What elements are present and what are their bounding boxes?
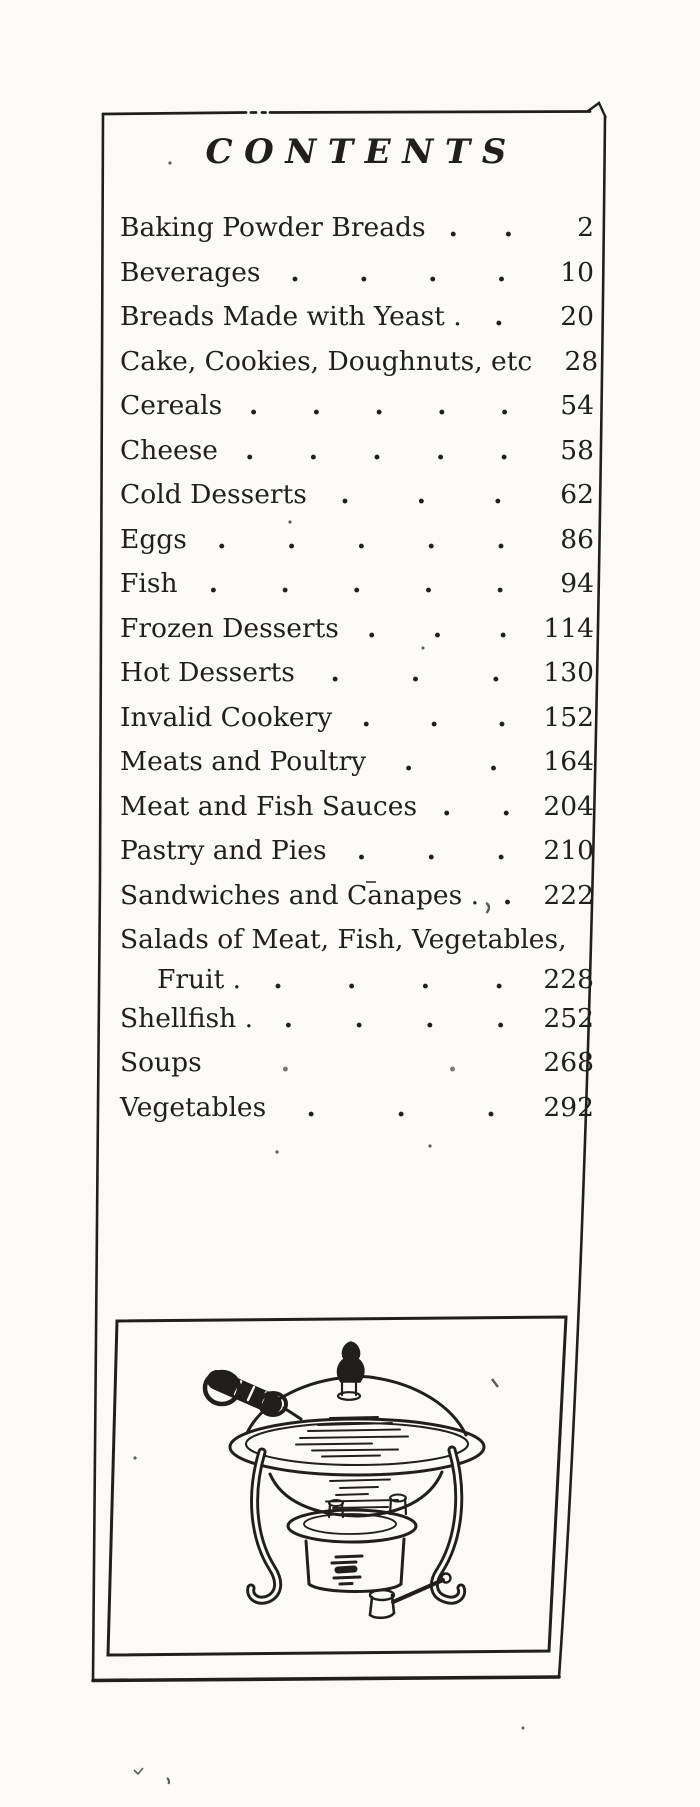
- leader-dot: .: [425, 1002, 435, 1034]
- toc-entry-title: Cheese: [120, 434, 218, 466]
- toc-entry-title: Sandwiches and Canapes .: [120, 879, 480, 911]
- toc-leader-dots: [202, 1041, 536, 1086]
- toc-row: [120, 384, 594, 429]
- leader-dot: .: [208, 568, 218, 599]
- toc-row: [120, 740, 594, 785]
- chafing-dish-illustration: [205, 1342, 484, 1618]
- toc-row: [120, 340, 599, 385]
- toc-page-number: 20: [560, 301, 594, 332]
- toc-entry-title: Soups: [120, 1047, 202, 1078]
- toc-leader-dots: [241, 963, 536, 997]
- toc-page-number: 114: [543, 612, 594, 644]
- toc-page-number: 222: [543, 879, 594, 911]
- leader-dot: .: [280, 1047, 290, 1078]
- toc-entry-title: Shellfish .: [120, 1002, 254, 1034]
- toc-leader-dots: [253, 997, 536, 1042]
- leader-dot: .: [423, 568, 434, 599]
- leader-dot: .: [437, 390, 447, 421]
- toc-leader-dots: [339, 607, 536, 652]
- illustration-frame: [108, 1317, 566, 1655]
- toc-row: [120, 696, 594, 741]
- toc-row: [120, 963, 594, 997]
- leader-dot: .: [420, 963, 430, 995]
- leader-dot: .: [245, 434, 255, 466]
- toc-entry-title: Beverages: [120, 256, 261, 288]
- leader-dot: .: [496, 835, 506, 866]
- leader-dot: .: [426, 523, 436, 555]
- leader-dot: .: [486, 1091, 496, 1123]
- toc-page-number: 292: [543, 1091, 594, 1123]
- toc-entry-title: Frozen Desserts: [120, 612, 339, 644]
- leader-dot: .: [367, 612, 377, 644]
- toc-leader-dots: [327, 829, 536, 874]
- toc-entry-title: Baking Powder Breads: [120, 212, 426, 243]
- corner-curl: [588, 103, 606, 117]
- toc-leader-dots: [462, 295, 536, 340]
- toc-leader-dots: [332, 696, 536, 741]
- toc-page-number: 94: [560, 568, 594, 599]
- wick-knob: [332, 1556, 362, 1584]
- toc-row: [120, 251, 594, 296]
- toc-page-number: 164: [543, 746, 594, 777]
- leader-dot: .: [416, 479, 427, 510]
- leader-dot: .: [495, 568, 505, 599]
- toc-leader-dots: [266, 1086, 536, 1131]
- leader-dot: .: [340, 479, 350, 510]
- leader-dot: .: [447, 1047, 458, 1078]
- leader-dot: .: [499, 390, 510, 421]
- toc-page-number: 58: [560, 434, 594, 466]
- leader-dot: .: [356, 523, 367, 555]
- toc-page-number: 210: [543, 835, 594, 866]
- leader-dot: .: [435, 434, 446, 466]
- toc-entry-title: Cold Desserts: [120, 479, 307, 510]
- contents-title: CONTENTS: [205, 132, 518, 172]
- leader-dot: .: [429, 701, 439, 733]
- leader-dot: .: [396, 1091, 406, 1123]
- toc-page-number: 28: [564, 345, 599, 377]
- toc-entry-title: Vegetables: [120, 1091, 267, 1123]
- leader-dot: .: [442, 790, 452, 822]
- table-of-contents: [120, 206, 599, 1130]
- leader-dot: .: [374, 390, 384, 421]
- toc-entry-title: Invalid Cookery: [120, 701, 333, 733]
- leader-dot: .: [311, 390, 321, 421]
- toc-page-number: 252: [543, 1002, 594, 1034]
- toc-entry-title: Cake, Cookies, Doughnuts, etc: [120, 345, 533, 377]
- toc-leader-dots: [187, 518, 536, 563]
- toc-row: [120, 1086, 594, 1131]
- dish-rim: [230, 1419, 484, 1475]
- leader-dot: .: [503, 212, 513, 243]
- toc-row: [120, 562, 594, 607]
- toc-page-number: 228: [543, 963, 594, 995]
- leader-dot: .: [217, 523, 227, 555]
- toc-page-number: 10: [560, 256, 594, 288]
- leader-dot: .: [498, 612, 508, 644]
- toc-page-number: 62: [560, 479, 594, 510]
- leader-dot: .: [491, 657, 501, 688]
- toc-page-number: 54: [560, 390, 594, 421]
- toc-entry-title: Eggs: [120, 523, 187, 555]
- leader-dot: .: [496, 523, 506, 555]
- leader-dot: .: [432, 612, 443, 644]
- leader-dot: .: [502, 879, 513, 911]
- toc-row: [120, 473, 594, 518]
- toc-leader-dots: [366, 740, 536, 785]
- toc-row: [120, 607, 594, 652]
- leader-dot: .: [306, 1091, 316, 1123]
- leader-dot: .: [403, 746, 414, 777]
- toc-leader-dots: [426, 206, 536, 251]
- toc-row: [120, 1041, 594, 1086]
- leader-dot: .: [280, 568, 290, 599]
- leader-dot: .: [494, 301, 504, 332]
- toc-leader-dots: [178, 562, 536, 607]
- toc-row: [120, 785, 594, 830]
- leader-dot: .: [361, 701, 371, 733]
- toc-entry-title: Cereals: [120, 390, 223, 421]
- toc-page-number: 2: [577, 212, 594, 243]
- toc-page-number: 268: [543, 1047, 594, 1078]
- toc-leader-dots: [307, 473, 536, 518]
- toc-entry-title: Hot Desserts: [120, 657, 295, 688]
- leader-dot: .: [286, 523, 297, 555]
- leader-dot: .: [497, 701, 507, 733]
- toc-entry-title: Fish: [120, 568, 178, 599]
- leader-dot: .: [359, 256, 369, 288]
- leader-dot: .: [290, 256, 300, 288]
- leader-dot: .: [410, 657, 421, 688]
- leader-dot: .: [372, 434, 382, 466]
- leader-dot: .: [283, 1002, 294, 1034]
- toc-row: [120, 518, 594, 563]
- leader-dot: .: [248, 390, 259, 421]
- toc-page-number: 130: [543, 657, 594, 688]
- leader-dot: .: [273, 963, 283, 995]
- leader-dot: .: [308, 434, 318, 466]
- toc-entry-title: Meats and Poultry: [120, 746, 367, 777]
- toc-row: [120, 206, 594, 251]
- toc-leader-dots: [218, 429, 536, 474]
- toc-leader-dots: [222, 384, 536, 429]
- leader-dot: .: [352, 568, 362, 599]
- toc-leader-dots: [479, 874, 536, 919]
- leader-dot: .: [347, 963, 357, 995]
- leader-dot: .: [501, 790, 511, 822]
- toc-entry-title: Pastry and Pies: [120, 835, 327, 866]
- toc-leader-dots: [417, 785, 536, 830]
- toc-row: [120, 829, 594, 874]
- bowl-engraving: [326, 1480, 398, 1509]
- toc-entry-title: Fruit .: [157, 963, 242, 995]
- leader-dot: .: [356, 835, 367, 866]
- toc-row: [120, 997, 594, 1042]
- toc-row: [120, 874, 594, 919]
- toc-row: [120, 651, 594, 696]
- toc-page-number: 204: [543, 790, 594, 822]
- toc-list: [120, 206, 599, 1130]
- toc-leader-dots: [295, 651, 536, 696]
- leader-dot: .: [488, 746, 499, 777]
- toc-leader-dots: [261, 251, 536, 296]
- toc-page-number: 86: [560, 523, 594, 555]
- toc-entry-title: Breads Made with Yeast .: [120, 301, 462, 332]
- leader-dot: .: [426, 835, 436, 866]
- toc-page-number: 152: [543, 701, 594, 733]
- leader-dot: .: [428, 256, 438, 288]
- leader-dot: .: [496, 256, 507, 288]
- toc-entry-title: Meat and Fish Sauces: [120, 790, 418, 822]
- leader-dot: .: [330, 657, 340, 688]
- toc-row: [120, 295, 594, 340]
- leader-dot: .: [494, 963, 504, 995]
- toc-row: [120, 918, 594, 963]
- leader-dot: .: [496, 1002, 506, 1034]
- toc-entry-title: Salads of Meat, Fish, Vegetables,: [120, 924, 567, 955]
- leader-dot: .: [499, 434, 509, 466]
- leader-dot: .: [493, 479, 503, 510]
- leader-dot: .: [354, 1002, 364, 1034]
- leader-dot: .: [448, 212, 458, 243]
- toc-row: [120, 429, 594, 474]
